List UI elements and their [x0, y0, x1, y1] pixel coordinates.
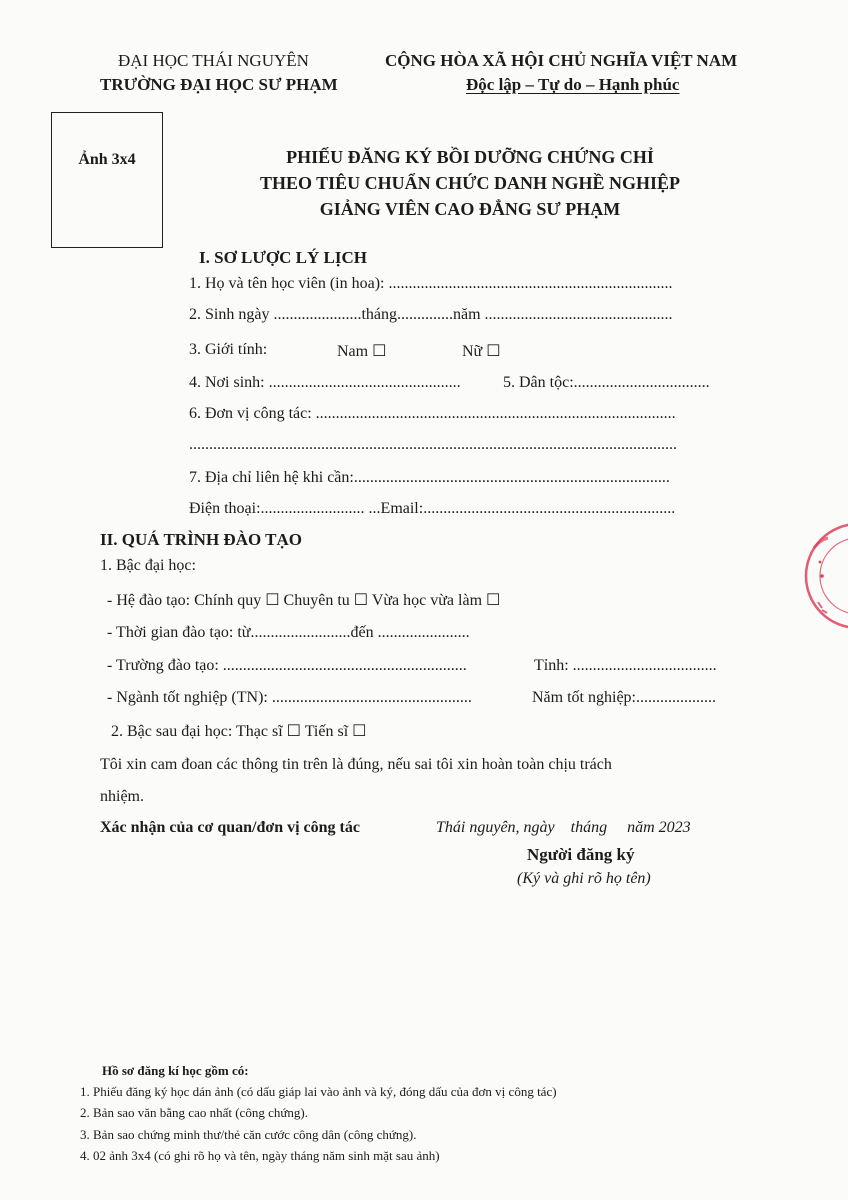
field-major[interactable]: - Ngành tốt nghiệp (TN): ..................................................: [107, 689, 472, 706]
field-postgrad[interactable]: 2. Bậc sau đại học: Thạc sĩ ☐ Tiến sĩ ☐: [111, 723, 367, 740]
registrant-label: Người đăng ký: [527, 845, 635, 864]
header-university: ĐẠI HỌC THÁI NGUYÊN: [118, 51, 309, 70]
field-phone-email[interactable]: Điện thoại:.......................... ...Email:...............................................................: [189, 500, 676, 517]
section2-heading: II. QUÁ TRÌNH ĐÀO TẠO: [100, 530, 302, 549]
dossier-item: 1. Phiếu đăng ký học dán ảnh (có dấu giáp lai vào ảnh và ký, đóng dấu của đơn vị công tác): [80, 1084, 557, 1099]
field-full-name[interactable]: 1. Họ và tên học viên (in hoa): .......................................................................: [189, 275, 673, 292]
dossier-heading: Hồ sơ đăng kí học gồm có:: [102, 1063, 249, 1078]
dossier-item: 2. Bản sao văn bằng cao nhất (công chứng).: [80, 1105, 308, 1120]
field-gender-label: 3. Giới tính:: [189, 341, 268, 358]
commitment-line1: Tôi xin cam đoan các thông tin trên là đúng, nếu sai tôi xin hoàn toàn chịu trách: [100, 756, 612, 773]
form-title-line1: PHIẾU ĐĂNG KÝ BỒI DƯỠNG CHỨNG CHỈ: [286, 147, 654, 167]
field-contact-address[interactable]: 7. Địa chỉ liên hệ khi cần:...............................................................................: [189, 469, 670, 486]
gender-female-checkbox[interactable]: Nữ ☐: [462, 343, 501, 360]
dossier-item: 3. Bản sao chứng minh thư/thẻ căn cước công dân (công chứng).: [80, 1127, 417, 1142]
field-province[interactable]: Tỉnh: ....................................: [534, 657, 717, 674]
field-ethnicity[interactable]: 5. Dân tộc:..................................: [503, 374, 710, 391]
undergrad-label: 1. Bậc đại học:: [100, 557, 196, 574]
signature-note: (Ký và ghi rõ họ tên): [517, 870, 651, 887]
signing-date: Thái nguyên, ngày tháng năm 2023: [436, 819, 691, 836]
photo-box: [51, 112, 163, 248]
header-school: TRƯỜNG ĐẠI HỌC SƯ PHẠM: [100, 75, 338, 94]
employer-confirmation-label: Xác nhận của cơ quan/đơn vị công tác: [100, 819, 360, 836]
field-training-type[interactable]: - Hệ đào tạo: Chính quy ☐ Chuyên tu ☐ Vừa học vừa làm ☐: [107, 592, 501, 609]
form-title-line2: THEO TIÊU CHUẨN CHỨC DANH NGHỀ NGHIỆP: [259, 173, 681, 193]
field-graduation-year[interactable]: Năm tốt nghiệp:....................: [532, 689, 716, 706]
header-country: CỘNG HÒA XÃ HỘI CHỦ NGHĨA VIỆT NAM: [385, 51, 738, 70]
dossier-item: 4. 02 ảnh 3x4 (có ghi rõ họ và tên, ngày tháng năm sinh mặt sau ảnh): [80, 1148, 440, 1163]
commitment-line2: nhiệm.: [100, 788, 144, 805]
field-birthplace[interactable]: 4. Nơi sinh: ................................................: [189, 374, 461, 391]
official-seal-stamp: [800, 518, 848, 634]
field-workplace[interactable]: 6. Đơn vị công tác: ..........................................................................................: [189, 405, 676, 422]
photo-label: Ảnh 3x4: [78, 151, 136, 168]
field-school[interactable]: - Trường đào tạo: .............................................................: [107, 657, 467, 674]
gender-male-checkbox[interactable]: Nam ☐: [337, 343, 387, 360]
field-birth-date[interactable]: 2. Sinh ngày ......................tháng..............năm ...............................................: [189, 306, 673, 323]
header-motto: Độc lập – Tự do – Hạnh phúc: [466, 75, 680, 94]
field-training-time[interactable]: - Thời gian đào tạo: từ.........................đến .......................: [107, 624, 470, 641]
form-title-line3: GIẢNG VIÊN CAO ĐẲNG SƯ PHẠM: [319, 199, 621, 219]
field-workplace-continued[interactable]: ..........................................................................................................................: [189, 436, 677, 453]
section1-heading: I. SƠ LƯỢC LÝ LỊCH: [199, 248, 367, 267]
